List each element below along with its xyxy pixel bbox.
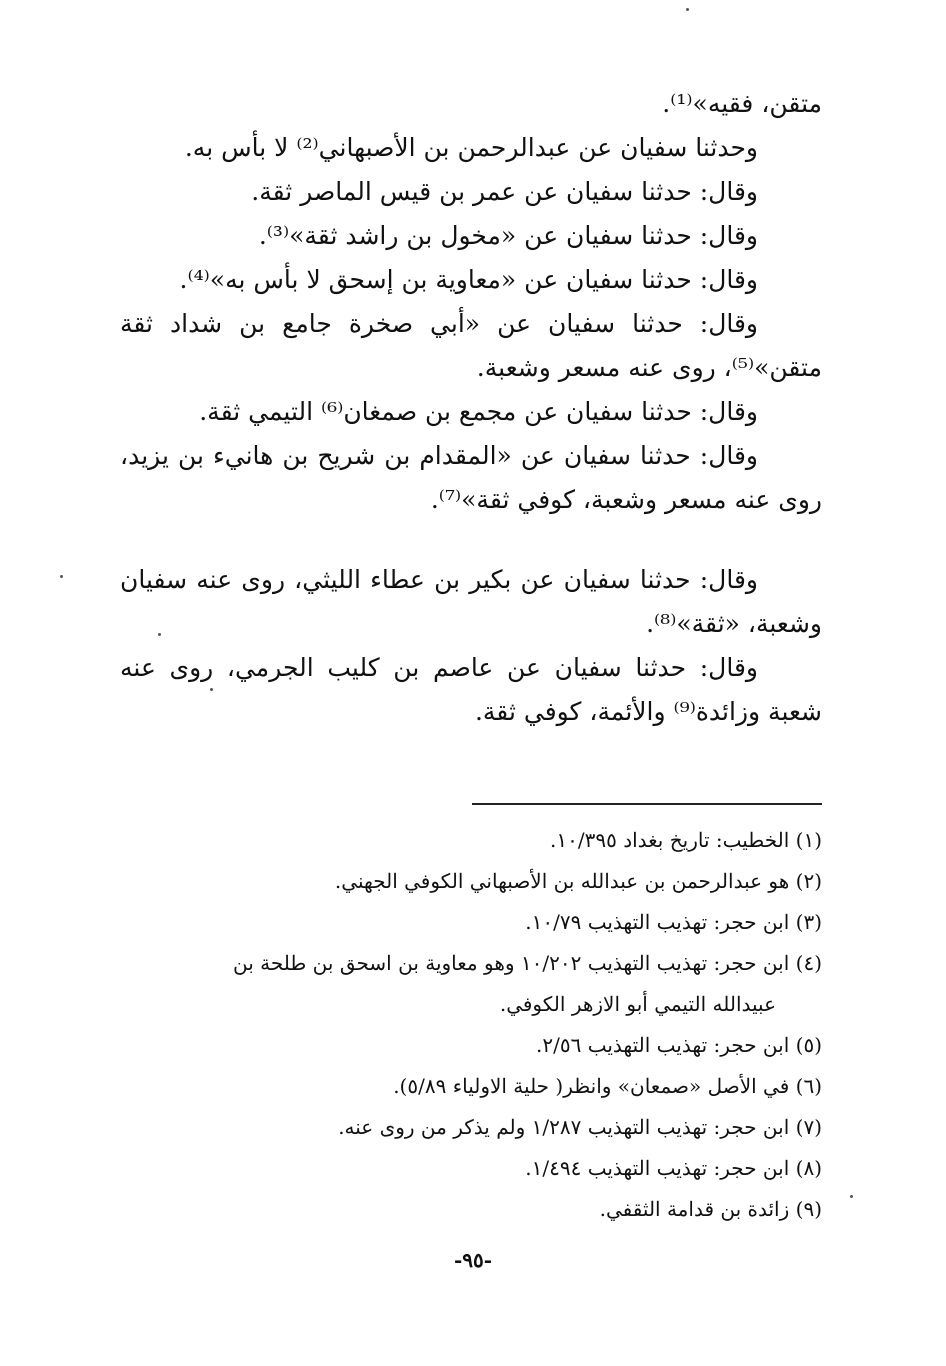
paragraph-9: وقال: حدثنا سفيان عن بكير بن عطاء الليثي، روى عنه سفيان وشعبة، «ثقة»⁽⁸⁾. (120, 565, 822, 638)
paragraph-2: وحدثنا سفيان عن عبدالرحمن بن الأصبهاني⁽²⁾ لا بأس به. (184, 133, 758, 162)
footnote-separator (472, 803, 822, 805)
footnote-3: (٣) ابن حجر: تهذيب التهذيب ١٠/٧٩. (525, 910, 822, 934)
footnotes (120, 820, 822, 1230)
footnote-7: (٧) ابن حجر: تهذيب التهذيب ١/٢٨٧ ولم يذكر من روى عنه. (338, 1115, 822, 1139)
footnote-1: (١) الخطيب: تاريخ بغداد ١٠/٣٩٥. (550, 828, 822, 852)
paragraph-7: وقال: حدثنا سفيان عن مجمع بن صمغان⁽⁶⁾ التيمي ثقة. (199, 397, 758, 426)
main-text (120, 82, 822, 734)
paragraph-10: وقال: حدثنا سفيان عن عاصم بن كليب الجرمي، روى عنه شعبة وزائدة⁽⁹⁾ والأئمة، كوفي ثقة. (120, 653, 822, 726)
paragraph-5: وقال: حدثنا سفيان عن «معاوية بن إسحق لا بأس به»⁽⁴⁾. (179, 265, 758, 294)
scan-speck (850, 1195, 853, 1198)
footnote-5: (٥) ابن حجر: تهذيب التهذيب ٢/٥٦. (536, 1033, 822, 1057)
paragraph-gap (120, 522, 822, 558)
paragraph-4: وقال: حدثنا سفيان عن «مخول بن راشد ثقة»⁽³⁾. (258, 221, 758, 250)
paragraph-8: وقال: حدثنا سفيان عن «المقدام بن شريح بن هانيء بن يزيد، روى عنه مسعر وشعبة، كوفي ثقة»⁽⁷⁾. (120, 441, 822, 514)
scan-speck (210, 688, 213, 691)
footnote-9: (٩) زائدة بن قدامة الثقفي. (599, 1197, 822, 1221)
paragraph-1: متقن، فقيه»⁽¹⁾. (662, 89, 822, 118)
scan-speck (60, 575, 63, 578)
footnote-4: (٤) ابن حجر: تهذيب التهذيب ١٠/٢٠٢ وهو معاوية بن اسحق بن طلحة بن (233, 951, 822, 975)
scan-speck (158, 633, 161, 636)
paragraph-3: وقال: حدثنا سفيان عن عمر بن قيس الماصر ثقة. (251, 177, 758, 206)
page-number: -٩٥- (453, 1248, 493, 1272)
footnote-2: (٢) هو عبدالرحمن بن عبدالله بن الأصبهاني الكوفي الجهني. (334, 869, 822, 893)
footnote-8: (٨) ابن حجر: تهذيب التهذيب ١/٤٩٤. (525, 1156, 822, 1180)
scan-speck (686, 8, 689, 11)
footnote-4-continued: عبيدالله التيمي أبو الازهر الكوفي. (499, 992, 776, 1016)
footnote-6: (٦) في الأصل «صمعان» وانظر( حلية الاولياء ٥/٨٩). (393, 1074, 822, 1098)
paragraph-6: وقال: حدثنا سفيان عن «أبي صخرة جامع بن شداد ثقة متقن»⁽⁵⁾، روى عنه مسعر وشعبة. (120, 309, 822, 382)
